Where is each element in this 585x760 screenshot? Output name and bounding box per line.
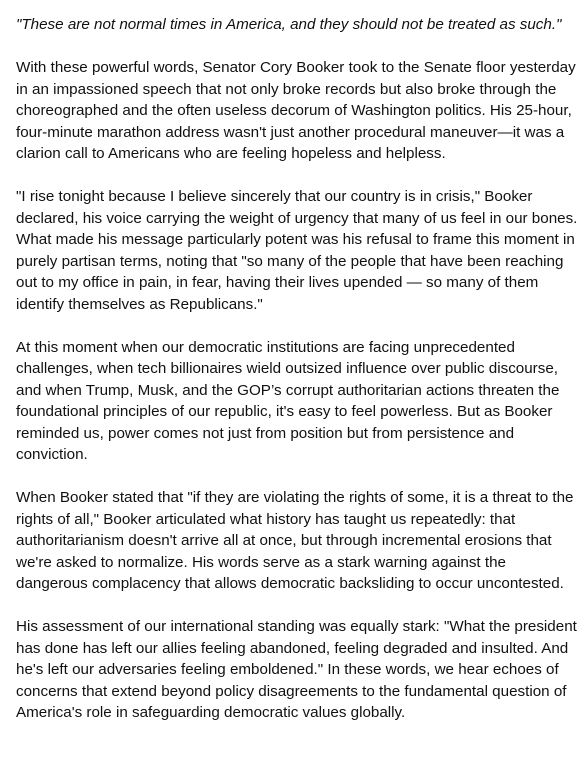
- paragraph-rights-of-all: When Booker stated that "if they are violating the rights of some, it is a threat to the rights of all," Booker articulated what history has taught us repeatedly: that authoritarianism doesn't arrive all at once, but through incremental erosions that we're asked to normalize. His words serve as a stark warning against the dangerous complacency that allows democratic backsliding to occur uncontested.: [16, 489, 574, 592]
- paragraph-democratic-institutions: At this moment when our democratic institutions are facing unprecedented challenges, when tech billionaires wield outsized influence over public discourse, and when Trump, Musk, and the GOP’s corrupt authoritarian actions threaten the foundational principles of our republic, it's easy to feel powerless. But as Booker reminded us, power comes not just from position but from persistence and conviction.: [16, 338, 560, 463]
- opening-quote: "These are not normal times in America, and they should not be treated as such.": [16, 16, 562, 33]
- paragraph-booker-speech: With these powerful words, Senator Cory Booker took to the Senate floor yesterday in an impassioned speech that not only broke records but also broke through the choreographed and the often useless decorum of Washington politics. His 25-hour, four-minute marathon address wasn't just another procedural maneuver—it was a clarion call to Americans who are feeling hopeless and helpless.: [16, 59, 576, 162]
- article-body: [16, 14, 578, 745]
- paragraph-international-standing: His assessment of our international standing was equally stark: "What the president has done has left our allies feeling abandoned, feeling degraded and insulted. And he's left our adversaries feeling emboldened." In these words, we hear echoes of concerns that extend beyond policy disagreements to the fundamental question of America's role in safeguarding democratic values globally.: [16, 618, 577, 721]
- paragraph-crisis-quote: "I rise tonight because I believe sincerely that our country is in crisis," Booker declared, his voice carrying the weight of urgency that many of us feel in our bones. What made his message particularly potent was his refusal to frame this moment in purely partisan terms, noting that "so many of the people that have been reaching out to my office in pain, in fear, having their lives upended — so many of them identify themselves as Republicans.": [16, 188, 578, 313]
